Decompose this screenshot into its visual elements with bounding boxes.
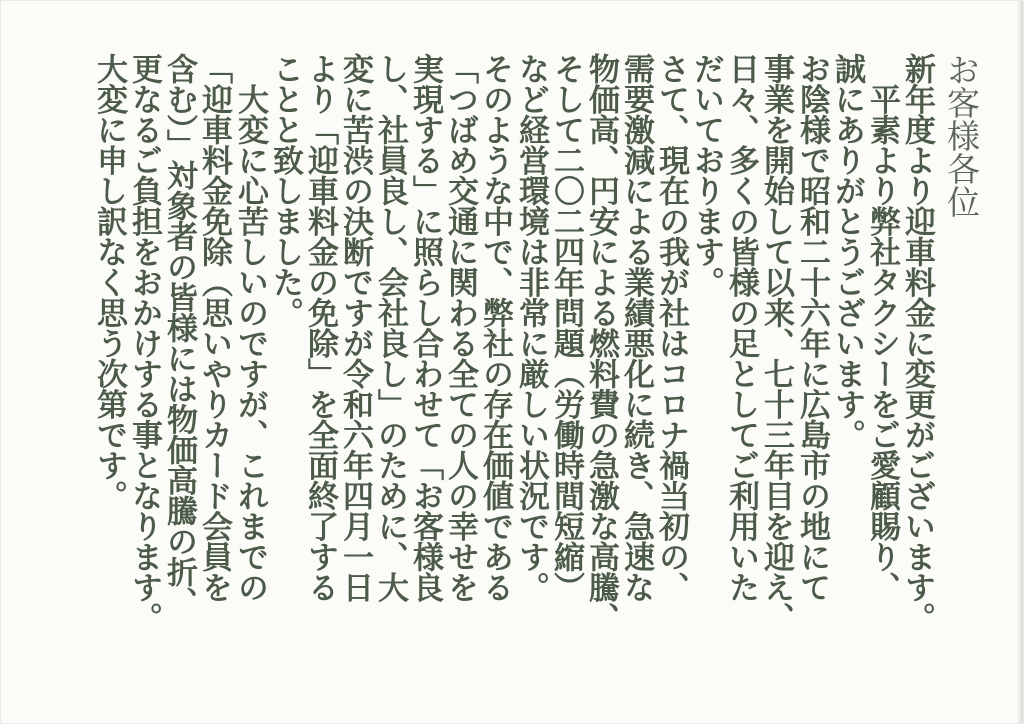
letter-line-22: 含む）」対象者の皆様には物価高騰の折、 bbox=[161, 53, 197, 617]
letter-line-10: 物価高、円安による燃料費の急激な高騰、 bbox=[583, 53, 619, 633]
letter-line-18: より「迎車料金の免除」を全面終了する bbox=[302, 53, 338, 602]
letter-line-24: 大変に申し訳なく思う次第です。 bbox=[91, 53, 127, 511]
letter-line-9: 需要激減による業績悪化に続き、急速な bbox=[618, 53, 654, 602]
letter-line-11: そして二〇二四年問題（労働時間短縮） bbox=[548, 53, 584, 602]
addressee: お客様各位 bbox=[942, 53, 981, 218]
letter-line-19: ことと致しました。 bbox=[267, 53, 303, 328]
letter-line-1: 新年度より迎車料金に変更がございます。 bbox=[899, 53, 935, 633]
letter-line-12: など経営環境は非常に厳しい状況です。 bbox=[513, 53, 549, 602]
letter-line-21: 「迎車料金免除（思いやりカード会員を bbox=[196, 53, 232, 602]
letter-line-16: し、社員良し、会社良し」のために、大 bbox=[372, 53, 408, 602]
letter-line-3: 誠にありがとうございます。 bbox=[829, 53, 865, 450]
letter-line-7: だいております。 bbox=[688, 53, 724, 297]
letter-line-5: 事業を開始して以来、七十三年目を迎え、 bbox=[758, 53, 794, 633]
letter-line-13: そのような中で、弊社の存在価値である bbox=[477, 53, 513, 602]
scan-edge-shadow bbox=[1017, 1, 1023, 723]
letter-line-2: 平素より弊社タクシーをご愛顧賜り、 bbox=[864, 53, 900, 602]
letter-page bbox=[1, 1, 1023, 723]
letter-line-14: 「つばめ交通に関わる全ての人の幸せを bbox=[442, 53, 478, 602]
letter-line-17: 変に苦渋の決断ですが令和六年四月一日 bbox=[337, 53, 373, 602]
letter-line-23: 更なるご負担をおかけする事となります。 bbox=[126, 53, 162, 633]
letter-line-4: お陰様で昭和二十六年に広島市の地にて bbox=[794, 53, 830, 602]
letter-line-20: 大変に心苦しいのですが、これまでの bbox=[232, 53, 268, 602]
letter-line-6: 日々、多くの皆様の足としてご利用いた bbox=[723, 53, 759, 602]
letter-line-15: 実現する」に照らし合わせて「お客様良 bbox=[407, 53, 443, 602]
letter-line-8: さて、現在の我が社はコロナ禍当初の、 bbox=[653, 53, 689, 602]
